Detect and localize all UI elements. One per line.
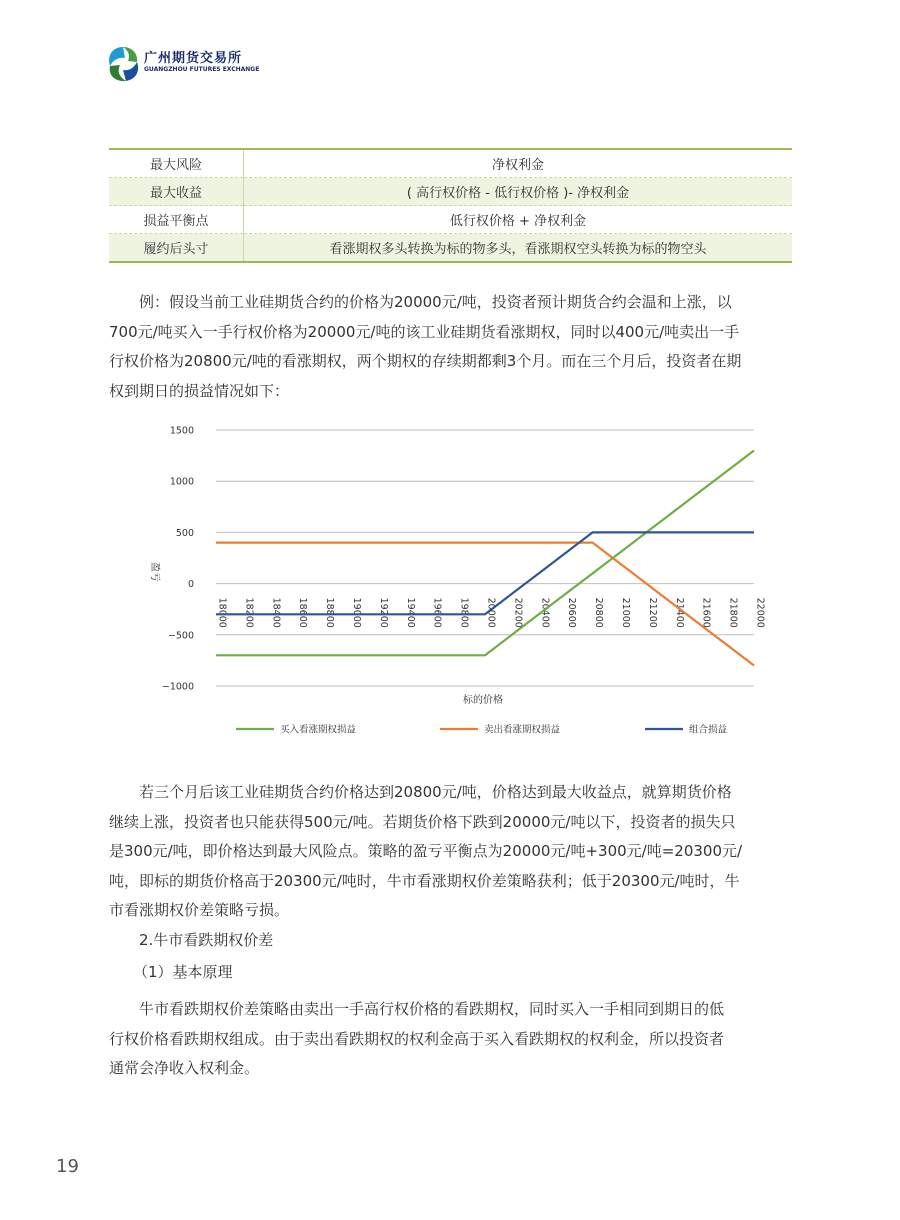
text-line: 市看涨期权价差策略亏损。	[109, 901, 290, 919]
text-line: 牛市看跌期权价差策略由卖出一手高行权价格的看跌期权，同时买入一手相同到期日的低	[139, 1000, 725, 1018]
x-axis-label: 标的价格	[463, 695, 503, 706]
payoff-chart	[140, 418, 780, 748]
principle-paragraph	[109, 995, 793, 1084]
x-tick-label: 18200	[243, 597, 255, 628]
logo-name-en: GUANGZHOU FUTURES EXCHANGE	[144, 66, 260, 73]
text-line: 行权价格看跌期权组成。由于卖出看跌期权的权利金高于买入看跌期权的权利金，所以投资者	[109, 1029, 725, 1048]
y-tick-label: −500	[167, 630, 194, 642]
x-tick-label: 18600	[297, 597, 309, 628]
row-value: ( 高行权价格 - 低行权价格 )- 净权利金	[244, 178, 793, 206]
chart-grid	[216, 430, 754, 686]
x-tick-label: 20800	[593, 597, 605, 628]
legend-label: 买入看涨期权损益	[280, 724, 357, 736]
y-axis-label: 盈亏	[149, 562, 160, 582]
chart-legend	[236, 724, 728, 736]
x-tick-label: 21000	[620, 597, 631, 628]
table-row	[109, 234, 792, 263]
legend-label: 组合损益	[689, 724, 728, 736]
text-line: 继续上涨，投资者也只能获得500元/吨。若期货价格下跌到20000元/吨以下，投资者的损失只	[109, 812, 736, 831]
x-tick-label: 21200	[646, 597, 658, 628]
y-axis-ticks	[162, 426, 194, 693]
row-value: 低行权价格 + 净权利金	[244, 206, 793, 234]
page-number: 19	[56, 1156, 79, 1177]
x-tick-label: 19800	[458, 597, 470, 628]
subsection-heading: （1）基本原理	[133, 963, 233, 981]
x-tick-label: 19600	[431, 597, 443, 628]
chart-series	[216, 451, 754, 666]
x-tick-label: 22000	[754, 597, 766, 628]
row-key: 履约后头寸	[109, 234, 244, 263]
x-tick-label: 18400	[270, 597, 282, 628]
text-line: 权到期日的损益情况如下：	[109, 381, 290, 400]
y-tick-label: 1000	[169, 476, 194, 488]
series-line	[216, 543, 754, 666]
logo-mark-icon	[104, 44, 142, 84]
row-key: 最大风险	[109, 149, 244, 178]
table-row	[109, 206, 792, 234]
x-tick-label: 19400	[404, 597, 416, 628]
text-line: 700元/吨买入一手行权价格为20000元/吨的该工业硅期货看涨期权，同时以400元/吨卖出一手	[109, 322, 740, 341]
x-tick-label: 20400	[539, 597, 551, 628]
text-line: 是300元/吨，即价格达到最大风险点。策略的盈亏平衡点为20000元/吨+300元/吨=20300元/	[109, 842, 743, 860]
series-line	[216, 532, 754, 614]
x-tick-label: 21400	[673, 597, 685, 628]
logo-name-cn: 广州期货交易所	[144, 51, 243, 66]
x-tick-label: 21800	[727, 597, 739, 628]
y-tick-label: 500	[175, 527, 194, 539]
x-tick-label: 18000	[216, 597, 228, 628]
exchange-logo	[104, 44, 264, 84]
y-tick-label: 1500	[169, 425, 194, 437]
text-line: 例：假设当前工业硅期货合约的价格为20000元/吨，投资者预计期货合约会温和上涨，以	[139, 293, 732, 311]
row-key: 损益平衡点	[109, 206, 244, 234]
analysis-paragraph	[109, 778, 793, 926]
section-heading: 2.牛市看跌期权价差	[139, 931, 274, 949]
legend-label: 卖出看涨期权损益	[484, 724, 561, 736]
y-tick-label: 0	[187, 579, 194, 591]
table-row	[109, 149, 792, 178]
row-value: 净权利金	[244, 149, 793, 178]
text-line: 吨，即标的期货价格高于20300元/吨时，牛市看涨期权价差策略获利；低于20300元/吨时，牛	[109, 871, 740, 890]
y-tick-label: −1000	[161, 681, 194, 693]
x-tick-label: 21600	[700, 597, 712, 628]
text-line: 行权价格为20800元/吨的看涨期权，两个期权的存续期都剩3个月。而在三个月后，投资者在期	[109, 352, 742, 370]
x-tick-label: 20000	[485, 597, 497, 628]
x-tick-label: 20200	[512, 597, 524, 628]
x-tick-label: 20600	[566, 597, 578, 628]
table-row	[109, 178, 792, 206]
x-tick-label: 18800	[324, 597, 336, 628]
row-value: 看涨期权多头转换为标的物多头，看涨期权空头转换为标的物空头	[244, 234, 793, 263]
strategy-summary-table	[109, 148, 792, 263]
text-line: 若三个月后该工业硅期货合约价格达到20800元/吨，价格达到最大收益点，就算期货价格	[139, 783, 732, 801]
x-tick-label: 19000	[351, 597, 362, 628]
text-line: 通常会净收入权利金。	[109, 1059, 260, 1077]
example-paragraph	[109, 288, 793, 406]
x-tick-label: 19200	[377, 597, 389, 628]
row-key: 最大收益	[109, 178, 244, 206]
